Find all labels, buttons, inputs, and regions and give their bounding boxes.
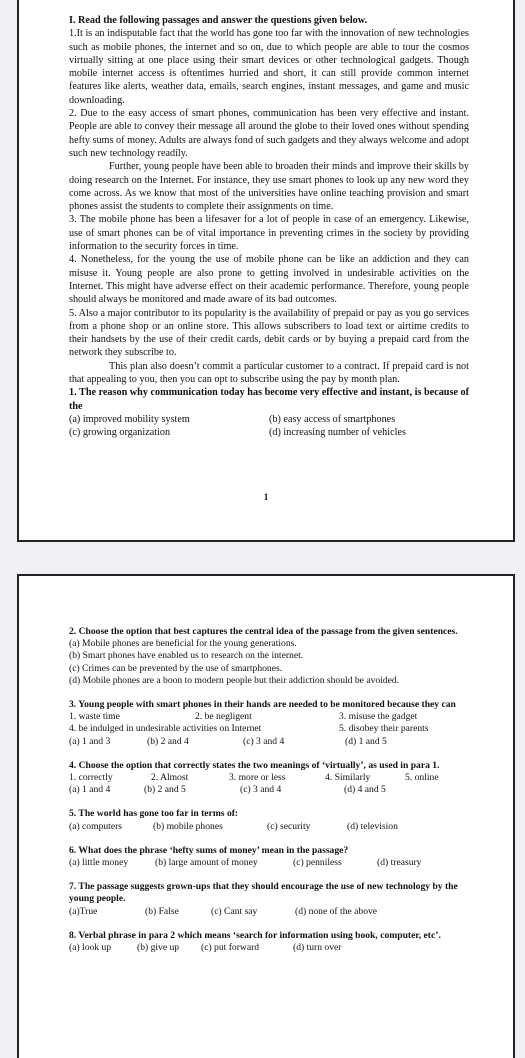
option-a: (a) 1 and 3	[69, 735, 111, 747]
option-a: (a) little money	[69, 857, 129, 869]
option-b: (b) 2 and 4	[147, 735, 189, 747]
paragraph-2-continued: Further, young people have been able to broaden their minds and improve their skills by doing research on the Internet. For instance, they use smart phones to look up any new word they come across. As we know that most of the universities have online teaching provision and smart phones assist the students to complete their assignments on time.	[69, 161, 469, 213]
question-2-text: 2. Choose the option that best captures the central idea of the passage from the given sentences.	[69, 626, 458, 637]
paragraph-5: 5. Also a major contributor to its popularity is the availability of prepaid or pay as you go services from a phone shop or an online store. This allows subscribers to load text or airtime credits to their handsets by the use of their credit cards, debit cards or by buying a prepaid card from the network they subscribe to.	[69, 307, 469, 359]
option-a: (a) 1 and 4	[69, 784, 111, 796]
option-d: (d) none of the above	[295, 905, 378, 917]
option-a: (a) look up	[69, 942, 112, 954]
question-7	[69, 881, 469, 918]
question-6-options	[69, 857, 469, 869]
paragraph-4: 4. Nonetheless, for the young the use of mobile phone can be like an addiction and they can misuse it. Young people are also prone to getting involved in undesirable activities on the Internet. This might have adverse effect on their academic performance. Therefore, young people should always be monitored and made aware of its bad outcomes.	[69, 254, 469, 306]
option-d: (d) treasury	[377, 857, 422, 869]
item-3: 3. more or less	[229, 772, 286, 784]
option-c: (c) Cant say	[211, 905, 258, 917]
question-5-options	[69, 821, 469, 833]
question-3-text: 3. Young people with smart phones in their hands are needed to be monitored because they can	[69, 699, 456, 711]
option-d: (d) Mobile phones are a boon to modern people but their addiction should be avoided.	[69, 674, 400, 686]
question-4-options	[69, 784, 469, 796]
page-one	[17, 0, 515, 542]
paragraph-3: 3. The mobile phone has been a lifesaver for a lot of people in case of an emergency. Likewise, use of smart phones can be of vital importance in preventing crimes in the society by providing information to the security forces in time.	[69, 214, 469, 253]
question-5-text: 5. The world has gone too far in terms of:	[69, 808, 239, 820]
page-two	[17, 574, 515, 1058]
page-number: 1	[263, 492, 269, 502]
question-3	[69, 699, 469, 748]
item-4: 4. Similarly	[325, 772, 371, 784]
option-c: (c) 3 and 4	[243, 735, 285, 747]
option-d: (d) turn over	[293, 942, 342, 954]
question-6-text: 6. What does the phrase ‘hefty sums of money’ mean in the passage?	[69, 844, 349, 856]
question-7-options	[69, 906, 469, 918]
option-b: (b) False	[145, 905, 179, 917]
paragraph-1: 1.It is an indisputable fact that the world has gone too far with the innovation of new technologies such as mobile phones, the internet and so on, due to which people are able to tour the cosmos virtually sitting at one place using their smart devices or other technological gadgets. Though mobile internet access is oftentimes hurried and short, it can still provide common internet features like alerts, weather data, emails, search engines, instant messages, and game and music downloading.	[69, 28, 469, 106]
item-1: 1. waste time	[69, 711, 120, 723]
item-2: 2. be negligent	[195, 711, 252, 723]
option-d: (d) increasing number of vehicles	[269, 427, 406, 439]
question-3-items-row-2	[69, 723, 469, 735]
question-1: 1. The reason why communication today has become very effective and instant, is because of the	[69, 387, 469, 412]
paragraph-5-continued: This plan also doesn’t commit a particular customer to a contract. If prepaid card is not that appealing to you, then you can opt to subscribe using the pay by month plan.	[69, 360, 469, 386]
item-1: 1. correctly	[69, 772, 113, 784]
option-a: (a)True	[69, 905, 98, 917]
question-8	[69, 930, 469, 954]
question-7-text: 7. The passage suggests grown-ups that they should encourage the use of new technology by the young people.	[69, 881, 458, 905]
option-a: (a) Mobile phones are beneficial for the young generations.	[69, 638, 297, 650]
option-a: (a) computers	[69, 820, 123, 832]
option-c: (c) put forward	[201, 942, 260, 954]
option-b: (b) Smart phones have enabled us to research on the internet.	[69, 650, 304, 662]
question-4-items	[69, 772, 469, 784]
item-5: 5. online	[405, 772, 439, 784]
option-d: (d) 4 and 5	[344, 784, 386, 796]
option-a: (a) improved mobility system	[69, 413, 190, 425]
option-b: (b) large amount of money	[155, 857, 258, 869]
item-2: 2. Almost	[151, 772, 189, 784]
item-4: 4. be indulged in undesirable activities on Internet	[69, 723, 262, 735]
option-c: (c) 3 and 4	[240, 784, 282, 796]
option-b: (b) give up	[137, 942, 180, 954]
question-3-items-row-1	[69, 711, 469, 723]
passage-block	[69, 14, 469, 440]
option-b: (b) mobile phones	[153, 820, 223, 832]
question-4-text: 4. Choose the option that correctly states the two meanings of ‘virtually’, as used in para 1.	[69, 759, 440, 771]
option-c: (c) penniless	[293, 857, 342, 869]
question-4	[69, 760, 469, 797]
option-b: (b) 2 and 5	[144, 784, 186, 796]
option-d: (d) television	[347, 820, 398, 832]
question-1-options-row-1	[69, 413, 469, 426]
questions-block	[69, 626, 469, 966]
option-c: (c) security	[267, 820, 311, 832]
question-1-options-row-2	[69, 426, 469, 439]
question-8-text: 8. Verbal phrase in para 2 which means ‘search for information using book, computer, etc’.	[69, 929, 441, 941]
question-6	[69, 845, 469, 869]
question-3-options	[69, 736, 469, 748]
item-3: 3. misuse the gadget	[339, 711, 418, 723]
question-2	[69, 626, 469, 687]
option-c: (c) growing organization	[69, 427, 171, 439]
item-5: 5. disobey their parents	[339, 723, 429, 735]
section-heading: I. Read the following passages and answer the questions given below.	[69, 15, 368, 26]
option-c: (c) Crimes can be prevented by the use of smartphones.	[69, 662, 283, 674]
option-d: (d) 1 and 5	[345, 735, 387, 747]
option-b: (b) easy access of smartphones	[269, 413, 396, 425]
paragraph-2: 2. Due to the easy access of smart phones, communication has been very effective and instant. People are able to convey their message all around the globe to their loved ones without spending hefty sums of money. Adults are always fond of such gadgets and they always welcome and adopt such new technology readily.	[69, 108, 469, 159]
question-8-options	[69, 942, 469, 954]
question-5	[69, 808, 469, 832]
